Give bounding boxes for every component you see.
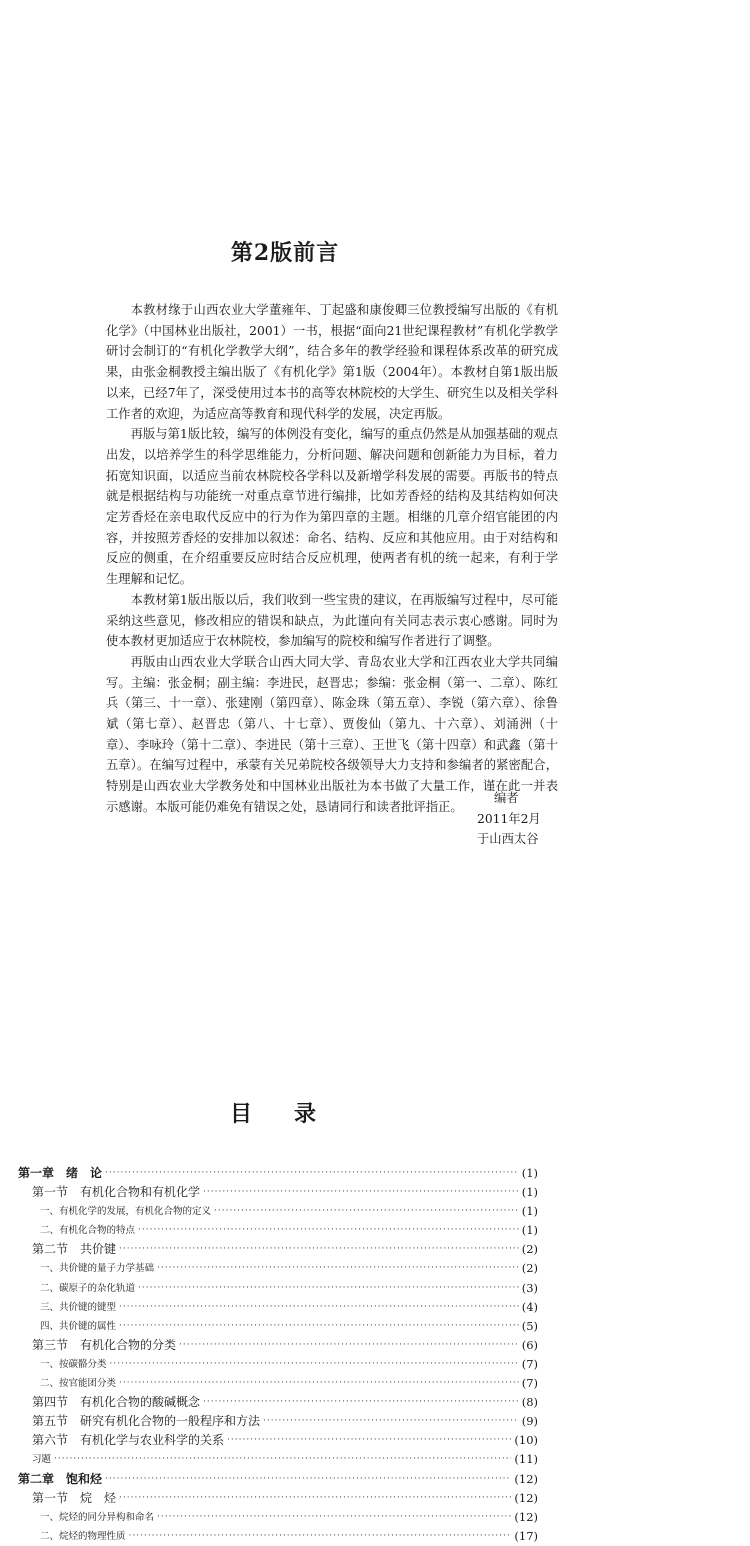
- toc-entry[interactable]: [18, 1508, 538, 1527]
- toc-leader-dots: [138, 1279, 519, 1298]
- toc-entry[interactable]: [18, 1298, 538, 1317]
- toc-leader-dots: [157, 1508, 511, 1527]
- toc-leader-dots: [157, 1259, 519, 1278]
- toc-entry-page: (11): [514, 1452, 538, 1467]
- toc-leader-dots: [110, 1355, 519, 1374]
- table-of-contents: [18, 1164, 538, 1546]
- toc-entry-page: (10): [514, 1433, 538, 1448]
- toc-leader-dots: [263, 1412, 519, 1431]
- toc-leader-dots: [119, 1298, 519, 1317]
- toc-entry[interactable]: [18, 1527, 538, 1546]
- toc-entry-page: (8): [521, 1395, 538, 1410]
- toc-leader-dots: [203, 1393, 519, 1412]
- signature-date: 2011年2月: [477, 811, 541, 826]
- toc-entry-page: (17): [514, 1528, 538, 1543]
- toc-entry-label: 一、按碳骼分类: [40, 1358, 107, 1370]
- toc-entry-label: 第五节 研究有机化合物的一般程序和方法: [32, 1414, 261, 1429]
- toc-entry[interactable]: [18, 1450, 538, 1469]
- signature-author: 编者: [494, 791, 519, 805]
- toc-entry-label: 一、共价键的量子力学基础: [40, 1263, 155, 1275]
- toc-entry[interactable]: [18, 1202, 538, 1221]
- toc-entry-label: 第三节 有机化合物的分类: [32, 1337, 177, 1352]
- toc-entry[interactable]: [18, 1259, 538, 1278]
- toc-entry[interactable]: [18, 1355, 538, 1374]
- toc-leader-dots: [119, 1374, 519, 1393]
- toc-leader-dots: [105, 1470, 511, 1489]
- toc-entry-label: 二、有机化合物的特点: [40, 1225, 136, 1237]
- toc-entry-page: (2): [521, 1242, 538, 1257]
- toc-entry-label: 一、有机化学的发展，有机化合物的定义: [40, 1206, 212, 1218]
- toc-entry[interactable]: [18, 1393, 538, 1412]
- toc-entry-page: (7): [521, 1376, 538, 1391]
- preface-body: [106, 300, 558, 818]
- toc-leader-dots: [138, 1221, 519, 1240]
- toc-leader-dots: [129, 1527, 512, 1546]
- toc-entry[interactable]: [18, 1374, 538, 1393]
- toc-entry-label: 第一节 烷 烃: [32, 1490, 117, 1505]
- preface-paragraph: 再版由山西农业大学联合山西大同大学、青岛农业大学和江西农业大学共同编写。主编：张金桐；副主编：李进民，赵晋忠；参编：张金桐（第一、二章）、陈红兵（第三、十一章）、张建刚（第四章）、陈金珠（第五章）、李锐（第六章）、徐鲁斌（第七章）、赵晋忠（第八、十七章）、贾俊仙（第九、十六章）、刘涌洲（十章）、李咏玲（第十二章）、李进民（第十三章）、王世飞（第十四章）和武鑫（第十五章）。在编写过程中，承蒙有关兄弟院校各级领导大力支持和参编者的紧密配合，特别是山西农业大学教务处和中国林业出版社为本书做了大量工作，谨在此一并表示感谢。本版可能仍难免有错误之处，恳请同行和读者批评指正。: [106, 654, 558, 814]
- toc-entry-page: (1): [521, 1185, 538, 1200]
- toc-entry[interactable]: [18, 1164, 538, 1183]
- toc-leader-dots: [54, 1450, 511, 1469]
- toc-entry-page: (12): [514, 1490, 538, 1505]
- toc-entry-label: 习题: [32, 1454, 52, 1466]
- toc-entry-label: 三、共价键的键型: [40, 1301, 117, 1313]
- toc-leader-dots: [214, 1202, 519, 1221]
- toc-entry-label: 第一章 绪 论: [18, 1166, 103, 1180]
- toc-entry-label: 第一节 有机化合物和有机化学: [32, 1185, 201, 1200]
- toc-entry-label: 二、烷烃的物理性质: [40, 1530, 126, 1542]
- toc-entry-page: (7): [521, 1356, 538, 1371]
- toc-entry[interactable]: [18, 1431, 538, 1450]
- toc-entry-page: (4): [521, 1299, 538, 1314]
- toc-entry-page: (12): [514, 1471, 538, 1486]
- toc-entry[interactable]: [18, 1317, 538, 1336]
- toc-entry-label: 一、烷烃的同分异构和命名: [40, 1511, 155, 1523]
- toc-leader-dots: [119, 1489, 511, 1508]
- toc-leader-dots: [119, 1317, 519, 1336]
- toc-entry-label: 四、共价键的属性: [40, 1320, 117, 1332]
- toc-entry[interactable]: [18, 1240, 538, 1259]
- toc-entry-label: 第六节 有机化学与农业科学的关系: [32, 1433, 225, 1448]
- toc-entry-page: (6): [521, 1337, 538, 1352]
- preface-paragraph: 再版与第1版比较，编写的体例没有变化，编写的重点仍然是从加强基础的观点出发，以培养学生的科学思维能力，分析问题、解决问题和创新能力为目标，着力拓宽知识面，以适应当前农林院校各学科以及新增学科发展的需要。再版书的特点就是根据结构与功能统一对重点章节进行编排，比如芳香烃的结构及其结构如何决定芳香烃在亲电取代反应中的行为作为第四章的主题。相继的几章介绍官能团的内容，并按照芳香烃的安排加以叙述：命名、结构、反应和其他应用。由于对结构和反应的侧重，在介绍重要反应时结合反应机理，使两者有机的统一起来，有利于学生理解和记忆。: [106, 427, 558, 587]
- toc-entry-page: (5): [521, 1318, 538, 1333]
- toc-title: 目录: [230, 1101, 359, 1127]
- toc-entry[interactable]: [18, 1183, 538, 1202]
- toc-entry[interactable]: [18, 1470, 538, 1489]
- toc-entry-page: (1): [521, 1204, 538, 1219]
- toc-entry[interactable]: [18, 1221, 538, 1240]
- preface-paragraph: 本教材第1版出版以后，我们收到一些宝贵的建议，在再版编写过程中，尽可能采纳这些意见，修改相应的错误和缺点，为此谨向有关同志表示衷心感谢。同时为使本教材更加适应于农林院校，参加编写的院校和编写作者进行了调整。: [106, 592, 558, 649]
- preface-paragraph: 本教材缘于山西农业大学董雍年、丁起盛和康俊卿三位教授编写出版的《有机化学》（中国林业出版社，2001）一书，根据“面向21世纪课程教材”有机化学教学研讨会制订的“有机化学教学大纲”，结合多年的教学经验和课程体系改革的研究成果，由张金桐教授主编出版了《有机化学》第1版（2004年）。本教材自第1版出版以来，已经7年了，深受使用过本书的高等农林院校的大学生、研究生以及相关学科工作者的欢迎，为适应高等教育和现代科学的发展，决定再版。: [106, 303, 558, 421]
- toc-entry-page: (3): [521, 1280, 538, 1295]
- toc-entry[interactable]: [18, 1336, 538, 1355]
- preface-title: 第2版前言: [230, 240, 340, 266]
- toc-leader-dots: [179, 1336, 519, 1355]
- toc-leader-dots: [227, 1431, 511, 1450]
- toc-entry-label: 第四节 有机化合物的酸碱概念: [32, 1395, 201, 1410]
- toc-leader-dots: [105, 1164, 519, 1183]
- toc-entry-label: 第二章 饱和烃: [18, 1471, 103, 1486]
- toc-entry-page: (12): [514, 1509, 538, 1524]
- toc-entry-label: 第二节 共价键: [32, 1242, 117, 1257]
- toc-entry-label: 二、按官能团分类: [40, 1378, 117, 1390]
- toc-leader-dots: [119, 1240, 519, 1259]
- toc-entry-page: (9): [521, 1414, 538, 1429]
- toc-entry-page: (1): [521, 1166, 538, 1180]
- toc-entry-label: 二、碳原子的杂化轨道: [40, 1282, 136, 1294]
- toc-leader-dots: [203, 1183, 519, 1202]
- toc-entry[interactable]: [18, 1412, 538, 1431]
- toc-entry[interactable]: [18, 1279, 538, 1298]
- toc-entry-page: (1): [521, 1223, 538, 1238]
- preface-signature: [470, 788, 590, 850]
- signature-place: 于山西太谷: [477, 832, 539, 846]
- toc-entry[interactable]: [18, 1489, 538, 1508]
- toc-entry-page: (2): [521, 1261, 538, 1276]
